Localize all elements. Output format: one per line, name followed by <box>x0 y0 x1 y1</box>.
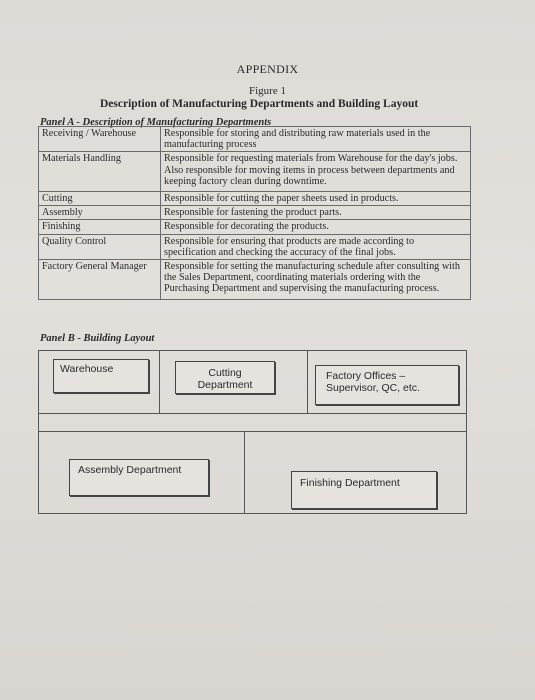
factory-offices-room <box>315 365 459 405</box>
layout-divider <box>39 431 466 432</box>
dept-name: Cutting <box>39 192 161 206</box>
panel-a-title: Panel A - Description of Manufacturing Departments <box>40 117 272 128</box>
figure-label: Figure 1 <box>249 85 286 97</box>
table-row <box>39 234 471 259</box>
layout-divider <box>307 351 308 413</box>
offices-label-line2: Supervisor, QC, etc. <box>326 382 420 394</box>
warehouse-label: Warehouse <box>60 363 114 375</box>
table-row <box>39 260 471 300</box>
dept-description: Responsible for cutting the paper sheets used in products. <box>161 192 471 206</box>
description-title: Description of Manufacturing Departments and Building Layout <box>100 98 419 110</box>
table-row <box>39 206 471 220</box>
cutting-room <box>175 361 275 394</box>
dept-description: Responsible for storing and distributing raw materials used in the manufacturing process <box>161 127 471 152</box>
finishing-label: Finishing Department <box>300 477 400 489</box>
building-layout <box>38 350 467 514</box>
dept-name: Quality Control <box>39 234 161 259</box>
offices-label-line1: Factory Offices – <box>326 370 406 382</box>
layout-divider <box>39 413 466 414</box>
table-row <box>39 152 471 192</box>
layout-divider <box>244 431 245 513</box>
dept-name: Receiving / Warehouse <box>39 127 161 152</box>
cutting-label: Cutting Department <box>197 367 253 391</box>
assembly-label: Assembly Department <box>78 464 182 476</box>
dept-description: Responsible for requesting materials from Warehouse for the day's jobs. Also responsible for moving items in process between departments and keeping factory clean during downtime. <box>161 152 471 192</box>
dept-description: Responsible for fastening the product parts. <box>161 206 471 220</box>
table-row <box>39 192 471 206</box>
dept-name: Assembly <box>39 206 161 220</box>
layout-divider <box>159 351 160 413</box>
dept-name: Finishing <box>39 220 161 234</box>
dept-description: Responsible for setting the manufacturing schedule after consulting with the Sales Department, coordinating materials ordering with the Purchasing Department and supervising the manufacturing process. <box>161 260 471 300</box>
panel-b-title: Panel B - Building Layout <box>40 333 155 344</box>
warehouse-room <box>53 359 149 393</box>
table-row <box>39 220 471 234</box>
finishing-room <box>291 471 437 509</box>
table-row <box>39 127 471 152</box>
dept-description: Responsible for ensuring that products are made according to specification and checking the accuracy of the final jobs. <box>161 234 471 259</box>
dept-description: Responsible for decorating the products. <box>161 220 471 234</box>
appendix-heading: APPENDIX <box>236 62 299 76</box>
dept-name: Factory General Manager <box>39 260 161 300</box>
departments-table <box>38 126 471 300</box>
assembly-room <box>69 459 209 496</box>
dept-name: Materials Handling <box>39 152 161 192</box>
